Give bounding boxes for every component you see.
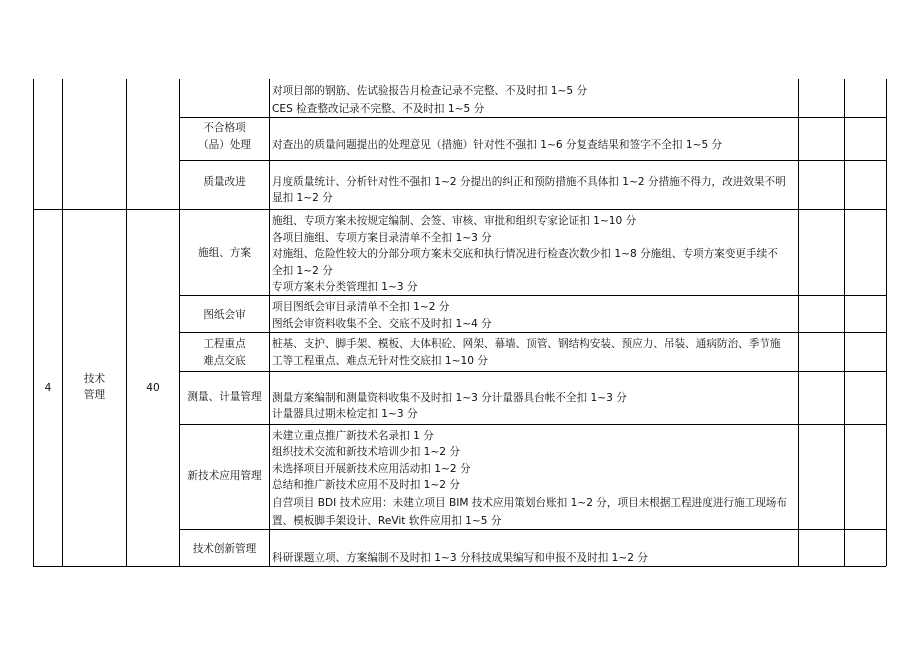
subitem-quality-improvement: 质量改进 [203, 176, 246, 188]
quality-improvement-line-2: 显扣 1~2 分 [272, 192, 333, 204]
plan-line-1: 施组、专项方案未按规定编制、会签、审核、审批和组织专家论证扣 1~10 分 [272, 215, 637, 227]
quality-check-line-2: CES 检查整改记录不完整、不及时扣 1~5 分 [272, 103, 485, 115]
new-tech-line-4: 总结和推广新技术应用不及时扣 1~2 分 [272, 479, 460, 491]
nonconforming-detail: 对查出的质量问题提出的处理意见（措施）针对性不强扣 1~6 分复查结果和签字不全扣 1~5 分 [272, 139, 723, 151]
subitem-key-points-1: 工程重点 [203, 338, 246, 350]
drawing-line-2: 图纸会审资料收集不全、交底不及时扣 1~4 分 [272, 318, 492, 330]
quality-improvement-line-1: 月度质量统计、分析针对性不强扣 1~2 分提出的纠正和预防措施不具体扣 1~2 分措施不得力，改进效果不明 [272, 176, 786, 188]
subitem-key-points-2: 难点交底 [203, 355, 246, 367]
plan-line-4: 全扣 1~2 分 [272, 265, 333, 277]
plan-line-3: 对施组、危险性较大的分部分项方案未交底和执行情况进行检查次数少扣 1~8 分施组、专项方案变更手续不 [272, 248, 778, 260]
subitem-drawing-review: 图纸会审 [203, 309, 246, 321]
plan-line-5: 专项方案未分类管理扣 1~3 分 [272, 281, 418, 293]
plan-line-2: 各项目施组、专项方案目录清单不全扣 1~3 分 [272, 232, 492, 244]
category-line-1: 技术 [83, 373, 106, 385]
new-tech-line-6: 置、模板脚手架设计、ReVit 软件应用扣 1~5 分 [272, 515, 502, 527]
subitem-measurement: 测量、计量管理 [187, 391, 262, 403]
subitem-innovation: 技术创新管理 [192, 543, 257, 555]
key-points-line-1: 桩基、支护、脚手架、模板、大体积砼、网架、幕墙、顶管、钢结构安装、预应力、吊装、通病防治、季节施 [272, 338, 781, 350]
measurement-line-2: 计量器具过期未检定扣 1~3 分 [272, 408, 418, 420]
innovation-line-1: 科研课题立项、方案编制不及时扣 1~3 分科技成果编写和申报不及时扣 1~2 分 [272, 552, 648, 564]
subitem-new-tech: 新技术应用管理 [187, 470, 262, 482]
category-line-2: 管理 [83, 389, 106, 401]
new-tech-line-3: 未选择项目开展新技术应用活动扣 1~2 分 [272, 463, 471, 475]
section-number: 4 [44, 382, 52, 394]
new-tech-line-2: 组织技术交流和新技术培训少扣 1~2 分 [272, 446, 460, 458]
new-tech-line-1: 未建立重点推广新技术名录扣 1 分 [272, 430, 434, 442]
key-points-line-2: 工等工程重点、难点无针对性交底扣 1~10 分 [272, 355, 488, 367]
subitem-nonconforming-1: 不合格项 [203, 122, 246, 134]
quality-check-line-1: 对项目部的钢筋、佐试验报告月检查记录不完整、不及时扣 1~5 分 [272, 85, 588, 97]
new-tech-line-5: 自营项目 BDI 技术应用：未建立项目 BIM 技术应用策划台账扣 1~2 分，项目未根据工程进度进行施工现场布 [272, 497, 787, 509]
subitem-construction-plan: 施组、方案 [198, 247, 251, 259]
drawing-line-1: 项目图纸会审目录清单不全扣 1~2 分 [272, 301, 450, 313]
subitem-nonconforming-2: （品）处理 [198, 139, 251, 151]
section-score: 40 [146, 382, 160, 394]
measurement-line-1: 测量方案编制和测量资料收集不及时扣 1~3 分计量器具台帐不全扣 1~3 分 [272, 392, 627, 404]
